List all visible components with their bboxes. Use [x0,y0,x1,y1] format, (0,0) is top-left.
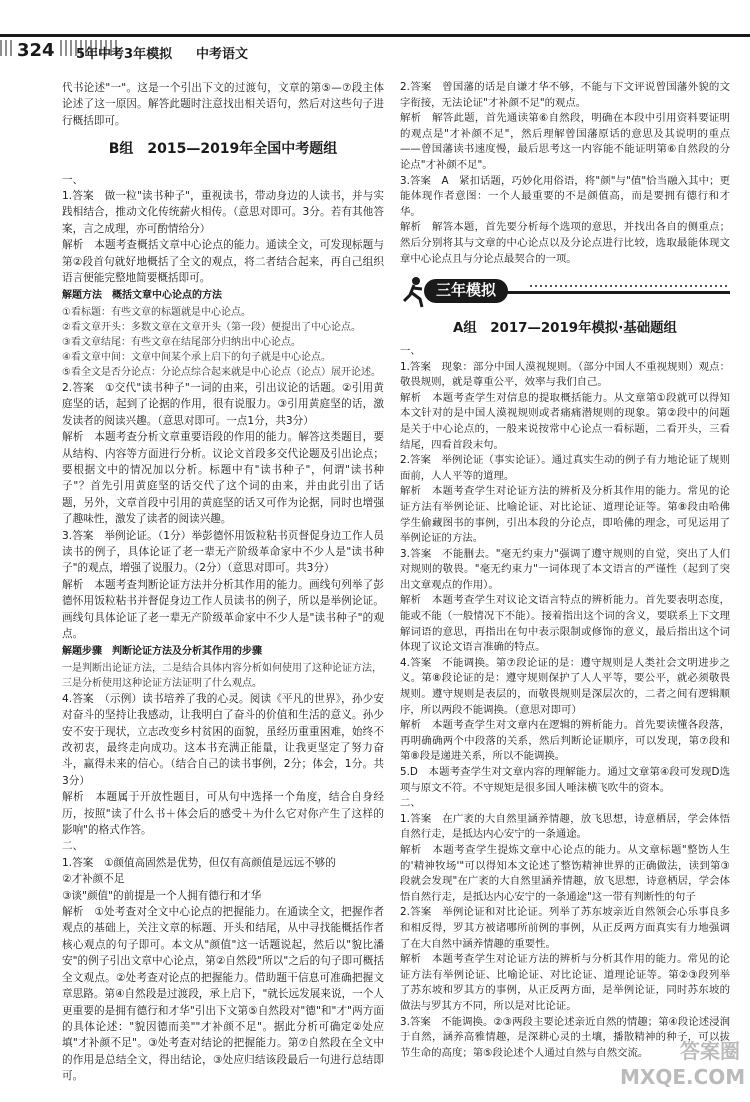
answer-paragraph: 解析 本题考查学生提炼文章中心论点的能力。从文章标题"整饬人生的'精神牧场'"可以得知本文论述了整饬精神世界的正确做法，读到第③段就会发现"在广袤的大自然里涵养情趣，放飞思想，诗意栖居，学会体悟自然行走，是抵达内心安宁的一条通途"这一带有判断性的句子 [400,843,730,903]
answer-paragraph: 1.答案 在广袤的大自然里涵养情趣，放飞思想，诗意栖居，学会体悟自然行走，是抵达内心安宁的一条通途。 [400,812,730,841]
method-tip-heading: 解题方法 概括文章中心论点的方法 [62,290,222,302]
watermark-line-1: 答案圈 [680,1039,740,1063]
answer-paragraph: 解析 ①处考查对全文中心论点的把握能力。在通读全文，把握作者观点的基础上，关注文章的标题、开头和结尾，从中寻找能概括作者核心观点的句子即可。本文从"颜值"这一话题说起，然后以"貌比潘安"的例子引出文章中心论点，第②自然段"所以"之后的句子即可概括全文观点。②处考查对论点的把握能力。借助题干信息可准确把握文章思路。第④自然段是过渡段，承上启下，"就长远发展来说，一个人更重要的是拥有德行和才华"引出下文第⑤自然段对"德"和"才"两方面的具体论述："貌因德而美""才补颜不足"。据此分析可确定②处应填"才补颜不足"。③处考查对结论的把握能力。第⑦自然段在全文中的作用是总结全文，得出结论，③处应归结该段最后一句进行总结即可。 [62,906,384,1083]
answer-paragraph: 解析 解答本题，首先要分析每个选项的意思，并找出各自的侧重点；然后分别将其与文章的中心论点以及分论点进行比较，选取最能体现文章中心论点且与分论点最契合的一项。 [400,221,730,265]
answer-paragraph: 5.D 本题考查学生对文章内容的理解能力。通过文章第④段可发现D选项与原文不符。不守规矩是很多国人唾沫横飞吹牛的资本。 [400,766,730,794]
banner-dots [530,285,730,287]
answer-paragraph: 解析 本题考查学生对论证方法的辨析及分析其作用的能力。常见的论证方法有举例论证、比喻论证、对比论证、道理论证等。第⑧段由哈佛学生偷藏图书的事例，引出本段的分论点，即哈佛的理念，可见运用了举例论证的方法。 [400,485,730,545]
answer-paragraph: 解析 本题考查分析文章重要语段的作用的能力。解答这类题目，要从结构、内容等方面进行分析。议论文首段多交代论题及引出论点；要根据文中的情况加以分析。标题中有"读书种子"，何谓"读书种子"？首先引用黄庭坚的话交代了这个词的由来，并由此引出了话题，另外，文章首段中引用的黄庭坚的话又可作为论据，同时也增强了趣味性，激发了读者的阅读兴趣。 [62,431,384,526]
answer-paragraph: 2.答案 曾国藩的话是自谦才华不够，不能与下文评说曾国藩外貌的文字衔接，无法论证"才补颜不足"的观点。 [400,81,730,109]
answer-paragraph: ②才补颜不足 [62,873,125,886]
answer-paragraph: 1.答案 ①颜值高固然是优势，但仅有高颜值是远远不够的 [62,856,336,869]
header-rule [0,34,750,37]
answer-paragraph: 解析 解答此题，首先通读第⑥自然段，明确在本段中引用资料要证明的观点是"才补颜不足"，然后理解曾国藩原话的意思及其说明的重点——曾国藩读书速度慢，最后思考这一内容能不能证明第⑥自然段的分论点"才补颜不足"。 [400,112,730,171]
section-title: B组 2015—2019年全国中考题组 [108,141,338,158]
answer-paragraph: 解析 本题考查学生对文章内在逻辑的辨析能力。首先要读懂各段落，再明确确两个中段落的关系，然后判断论证顺序，可以发现，第⑦段和第⑧段是递进关系，所以不能调换。 [400,719,730,763]
answer-paragraph: 1.答案 现象：部分中国人漠视规则。（部分中国人不重视规则）观点：敬畏规则，就是尊重公平，效率与我们自己。 [400,360,730,389]
three-year-mock-banner [400,275,730,311]
subject-title: 中考语文 [196,47,249,62]
answer-paragraph: 解析 本题考查学生对信息的提取概括能力。从文章第①段就可以得知本文针对的是中国人漠视规则或者痛痛潜规则的现象。第②段中的问题是关于中心论点的，一般来说按常中心论点一看标题，二看开头，三看结尾，四看首段末句。 [400,391,730,451]
answer-paragraph: 3.答案 举例论证。（1分）举彭德怀用饭粒粘书页督促身边工作人员读书的例子，具体论证了老一辈无产阶级革命家中不少人是"读书种子"的观点，增强了说服力。（2分）（意思对即可。共3分） [62,529,384,575]
method-tip-item: ①看标题：有些文章的标题就是中心论点。 [62,306,251,318]
method-tip-item: ②看文章开头：多数文章在文章开头（第一段）便提出了中心论点。 [62,321,361,333]
answer-paragraph: 解析 本题考查学生对论证方法的辨析与分析其作用的能力。常见的论证方法有举例论证、比喻论证、对比论证、道理论证等。第②③段列举了苏东坡和罗其方的事例，从正反两方面，是举例论证，同时苏东坡的做法与罗其方不同，所以是对比论证。 [400,953,730,1012]
answer-paragraph: 解析 本题考查学生对议论文语言特点的辨析能力。首先要表明态度，能或不能（一般情况下不能）。接着指出这个词的含义，要联系上下文理解词语的意思，再指出在句中表示限制或修饰的意义，最后指出这个词体现了议论文语言准确的特点。 [400,594,730,654]
answer-paragraph: 1.答案 做一粒"读书种子"，重视读书，带动身边的人读书，并与实践相结合，推动文化传统薪火相传。（意思对即可。3分。若有其他答案，言之成理，亦可酌情给分） [62,190,384,235]
answer-paragraph: 3.答案 不能删去。"毫无约束力"强调了遵守规则的自觉，突出了人们对规则的敬畏。"毫无约束力"一词体现了本文语言的严谨性（起到了突出文章观点的作用）。 [400,547,730,591]
answer-paragraph: 一、 [62,173,84,186]
answer-paragraph: ③谈"颜值"的前提是一个人拥有德行和才华 [62,889,262,902]
answer-paragraph: 解析 本题考查判断论证方法并分析其作用的能力。画线句列举了彭德怀用饭粒粘书并督促身边工作人员读书的例子，所以是举例论证。画线句具体论证了老一辈无产阶级革命家中不少人是"读书种子"的观点。 [62,578,384,640]
answer-paragraph: 一、 [400,344,421,357]
answer-paragraph: 2.答案 举例论证（事实论证）。通过真实生动的例子有力地论证了规则面前，人人平等的道理。 [400,454,730,482]
answer-paragraph: 4.答案 （示例）读书培养了我的心灵。阅读《平凡的世界》，孙少安对奋斗的坚持让我感动，让我明白了奋斗的价值和生活的意义。孙少安不安于现状，立志改变乡村贫困的面貌，虽经历重重困难，始终不改初衷，最终走向成功。这本书充满正能量，让我更坚定了努力奋斗，赢得未来的信心。（结合自己的读书事例，2分；体会，1分。共3分） [62,692,384,787]
method-tip-item: 一是判断出论证方法，二是结合具体内容分析如何使用了这种论证方法，三是分析使用这种论证方法证明了什么观点。 [62,662,382,689]
watermark-line-2: MXQE.COM [620,1065,746,1089]
section-title: A组 2017—2019年模拟·基础题组 [453,321,677,337]
banner-rule [470,291,730,294]
answer-paragraph: 3.答案 A 紧扣话题，巧妙化用俗语，将"颜"与"值"恰当融入其中；更能体现作者意图：一个人最重要的不是颜值高，而是要拥有德行和才华。 [400,174,730,218]
left-column [62,80,384,1085]
method-tip-item: ⑤看全文是否分论点：分论点综合起来就是中心论点（论点）展开论述。 [62,366,381,378]
page-number: 324 [14,40,58,61]
answer-paragraph: 4.答案 不能调换。第⑦段论证的是：遵守规则是人类社会文明进步之义。第⑧段论证的是：遵守规则保护了人人平等，要公平，就必须敬畏规则。遵守规则是表层的，而敬畏规则是深层次的，二者之间有逻辑顺序，所以两段不能调换。（意思对即可） [400,656,730,716]
answer-paragraph: 解析 本题属于开放性题目，可从句中选择一个角度，结合自身经历，按照"读了什么书＋体会后的感受＋为什么它对你产生了这样的影响"的格式作答。 [62,791,384,837]
answer-paragraph: 二、 [400,797,421,810]
page-header [0,0,750,62]
method-tip-heading: 解题步骤 判断论证方法及分析其作用的步骤 [62,646,262,658]
answer-paragraph: 二、 [62,840,84,853]
answer-paragraph: 2.答案 ①交代"读书种子"一词的由来，引出议论的话题。②引用黄庭坚的话，起到了论据的作用，很有说服力。③引用黄庭坚的话，激发读者的阅读兴趣。（意思对即可。一点1分，共3分） [62,381,384,427]
method-tip-item: ③看文章结尾：有些文章在结尾部分归纳出中心论点。 [62,336,301,348]
answer-paragraph: 代书论述"一"。这是一个引出下文的过渡句，文章的第⑤—⑦段主体论述了这一原因。解答此题时注意找出相关语句，然后对这些句子进行概括即可。 [62,82,384,127]
method-tip-item: ④看文章中间：文章中间某个承上启下的句子就是中心论点。 [62,351,331,363]
right-column [400,80,730,1061]
answer-paragraph: 3.答案 不能调换。②③两段主要论述亲近自然的情趣；第④段论述浸润于自然，涵养高雅情趣，是深耕心灵的土壤，播散精神的种子，可以拔节生命的高度；第⑤段论述个人通过自然与自然交流。 [400,1015,730,1059]
book-series-title: 5年中考3年模拟 [76,47,173,62]
site-watermark [620,1038,746,1094]
answer-paragraph: 解析 本题考查概括文章中心论点的能力。通读全文，可发现标题与第②段首句就好地概括了全文的观点，将二者结合起来，再自己组织语言便能完整地简要概括即可。 [62,239,384,285]
banner-label: 三年模拟 [424,279,508,303]
answer-paragraph: 2.答案 举例论证和对比论证。列举了苏东坡亲近自然领会心乐事良多和相反得，罗其方被诸哪所前例的事例，从正反两方面真实有力地强调了在大自然中涵养情趣的重要性。 [400,906,730,950]
